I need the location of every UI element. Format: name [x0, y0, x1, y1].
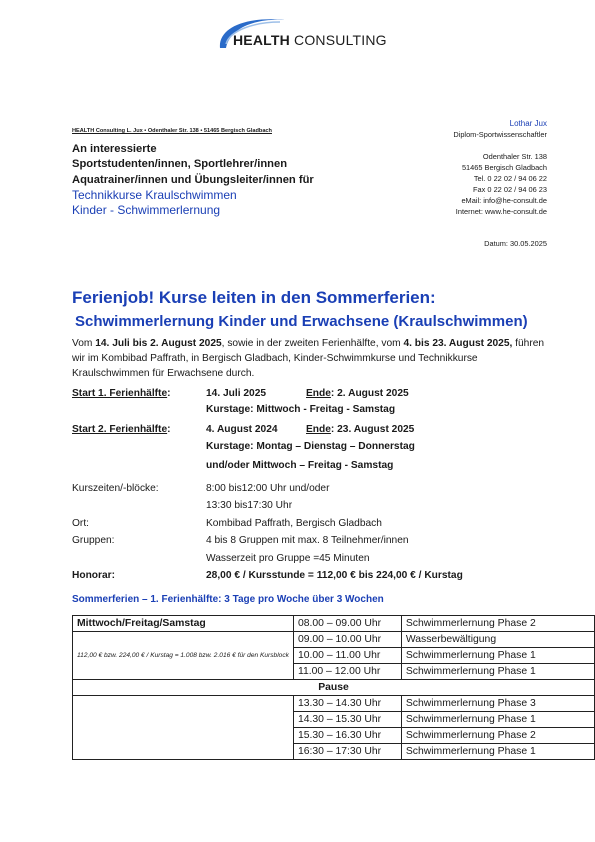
- honorar-value: 28,00 € / Kursstunde = 112,00 € bis 224,00 € / Kurstag: [206, 570, 463, 581]
- start1-days: Kurstage: Mittwoch - Freitag - Samstag: [206, 404, 396, 415]
- empty-cell: [73, 696, 294, 760]
- contact-block: [453, 118, 547, 217]
- activity-cell: Schwimmerlernung Phase 3: [401, 696, 594, 712]
- price-note: 112,00 € bzw. 224,00 € / Kurstag = 1.008 bzw. 2.016 € für den Kursblock: [77, 652, 289, 659]
- contact-name: Lothar Jux: [509, 119, 547, 128]
- ort-label: Ort:: [72, 518, 89, 529]
- recipient-topic: Technikkurse Kraulschwimmen: [72, 187, 237, 202]
- recipient-line: Sportstudenten/innen, Sportlehrer/innen: [72, 158, 288, 171]
- recipient-block: [72, 142, 314, 218]
- time-cell: 10.00 – 11.00 Uhr: [293, 648, 401, 664]
- recipient-topic: Kinder - Schwimmerlernung: [72, 203, 221, 218]
- time-cell: 11.00 – 12.00 Uhr: [293, 664, 401, 680]
- contact-tel: Tel. 0 22 02 / 94 06 22: [473, 174, 547, 183]
- sender-address-line: HEALTH Consulting L. Jux • Odenthaler Str. 138 • 51465 Bergisch Gladbach: [72, 128, 272, 134]
- contact-city: 51465 Bergisch Gladbach: [461, 163, 547, 172]
- activity-cell: Schwimmerlernung Phase 2: [401, 616, 594, 632]
- logo-wordmark: HEALTH CONSULTING: [233, 32, 387, 48]
- recipient-line: An interessierte: [72, 143, 157, 155]
- gruppen-value: 4 bis 8 Gruppen mit max. 8 Teilnehmer/innen: [206, 535, 409, 546]
- intro-paragraph: Vom 14. Juli bis 2. August 2025, sowie in der zweiten Ferienhälfte, vom 4. bis 23. August 2025, führen wir im Kombibad Paffrath, in Bergisch Gladbach, Kinder-Schwimmkurse und Technikkurse Kraulschwimmen für Erwachsene durch.: [72, 338, 545, 379]
- start1-end: Ende: 2. August 2025: [306, 388, 409, 399]
- kurszeiten-2: 13:30 bis17:30 Uhr: [206, 500, 293, 511]
- table-row: [73, 632, 595, 648]
- contact-web: Internet: www.he-consult.de: [455, 207, 547, 216]
- contact-email: eMail: info@he-consult.de: [461, 196, 547, 205]
- honorar-label: Honorar:: [72, 570, 116, 581]
- time-cell: 16:30 – 17:30 Uhr: [293, 744, 401, 760]
- start2-label: Start 2. Ferienhälfte:: [72, 424, 171, 435]
- activity-cell: Schwimmerlernung Phase 2: [401, 728, 594, 744]
- table-row: [73, 616, 595, 632]
- main-heading: Ferienjob! Kurse leiten in den Sommerferien:: [72, 288, 436, 307]
- start2-end: Ende: 23. August 2025: [306, 424, 415, 435]
- activity-cell: Wasserbewältigung: [401, 632, 594, 648]
- activity-cell: Schwimmerlernung Phase 1: [401, 648, 594, 664]
- contact-title: Diplom-Sportwissenschaftler: [453, 130, 547, 139]
- kurszeiten-label: Kurszeiten/-blöcke:: [72, 483, 159, 494]
- table-row: [73, 680, 595, 696]
- contact-fax: Fax 0 22 02 / 94 06 23: [473, 185, 547, 194]
- kurszeiten-1: 8:00 bis12:00 Uhr und/oder: [206, 483, 330, 494]
- letter-date: Datum: 30.05.2025: [484, 239, 547, 248]
- table-header-days: Mittwoch/Freitag/Samstag: [73, 616, 294, 632]
- sub-heading: Schwimmerlernung Kinder und Erwachsene (Kraulschwimmen): [75, 313, 528, 330]
- wasserzeit-value: Wasserzeit pro Gruppe =45 Minuten: [206, 553, 370, 564]
- start2-days: Kurstage: Montag – Dienstag – Donnerstag: [206, 441, 415, 452]
- time-cell: 13.30 – 14.30 Uhr: [293, 696, 401, 712]
- schedule-table: [72, 615, 595, 760]
- contact-street: Odenthaler Str. 138: [482, 152, 547, 161]
- time-cell: 09.00 – 10.00 Uhr: [293, 632, 401, 648]
- start1-date: 14. Juli 2025: [206, 388, 267, 399]
- activity-cell: Schwimmerlernung Phase 1: [401, 712, 594, 728]
- table-row: [73, 696, 595, 712]
- start2-days-alt: und/oder Mittwoch – Freitag - Samstag: [206, 460, 394, 471]
- recipient-line: Aquatrainer/innen und Übungsleiter/innen für: [72, 173, 314, 186]
- price-note-cell: [73, 632, 294, 680]
- time-cell: 15.30 – 16.30 Uhr: [293, 728, 401, 744]
- company-logo: [200, 14, 400, 56]
- activity-cell: Schwimmerlernung Phase 1: [401, 744, 594, 760]
- time-cell: 08.00 – 09.00 Uhr: [293, 616, 401, 632]
- activity-cell: Schwimmerlernung Phase 1: [401, 664, 594, 680]
- start1-label: Start 1. Ferienhälfte:: [72, 388, 171, 399]
- start2-date: 4. August 2024: [206, 424, 278, 435]
- gruppen-label: Gruppen:: [72, 535, 115, 546]
- pause-row: Pause: [73, 680, 595, 696]
- ort-value: Kombibad Paffrath, Bergisch Gladbach: [206, 518, 382, 529]
- time-cell: 14.30 – 15.30 Uhr: [293, 712, 401, 728]
- table-title: Sommerferien – 1. Ferienhälfte: 3 Tage pro Woche über 3 Wochen: [72, 594, 384, 605]
